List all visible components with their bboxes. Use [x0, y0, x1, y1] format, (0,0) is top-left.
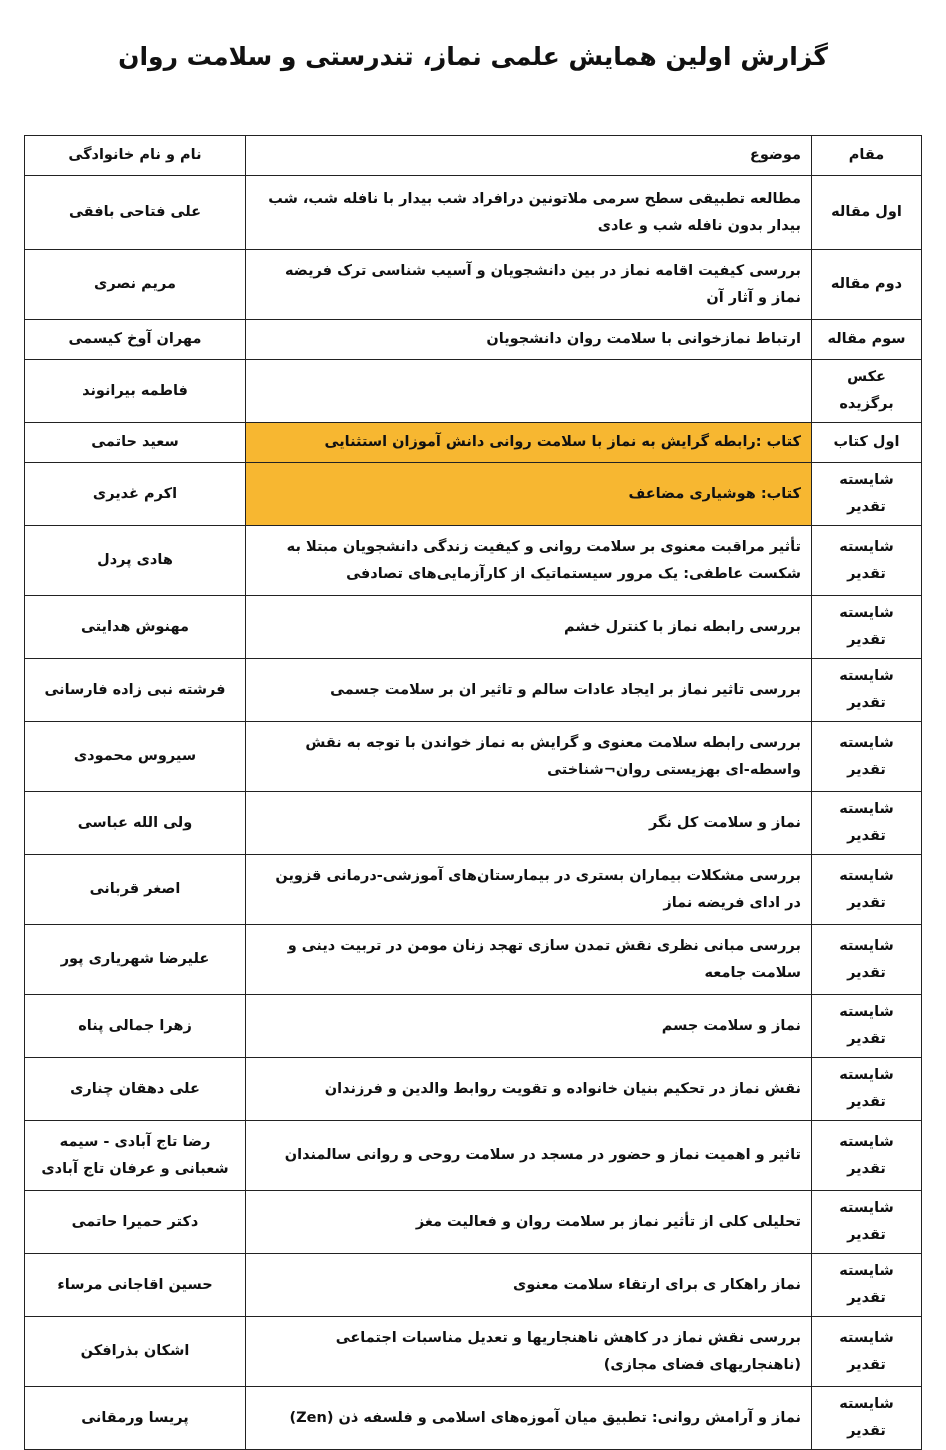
cell-name: اشکان بذرافکن [25, 1317, 246, 1387]
cell-name: ولی الله عباسی [25, 792, 246, 855]
cell-rank: شایسته تقدیر [812, 596, 922, 659]
table-row [25, 526, 922, 596]
header-topic: موضوع [246, 136, 812, 176]
cell-name: دکتر حمیرا حاتمی [25, 1191, 246, 1254]
table-row [25, 423, 922, 463]
table-header-row [25, 136, 922, 176]
header-name: نام و نام خانوادگی [25, 136, 246, 176]
cell-topic: تاثیر و اهمیت نماز و حضور در مسجد در سلامت روحی و روانی سالمندان [246, 1121, 812, 1191]
cell-topic [246, 360, 812, 423]
cell-topic: تحلیلی کلی از تأثیر نماز بر سلامت روان و فعالیت مغز [246, 1191, 812, 1254]
cell-rank: شایسته تقدیر [812, 1191, 922, 1254]
cell-topic: ارتباط نمازخوانی با سلامت روان دانشجویان [246, 320, 812, 360]
cell-rank: شایسته تقدیر [812, 1058, 922, 1121]
cell-rank: شایسته تقدیر [812, 659, 922, 722]
cell-topic: بررسی نقش نماز در کاهش ناهنجاریها و تعدیل مناسبات اجتماعی (ناهنجاریهای فضای مجازی) [246, 1317, 812, 1387]
table-row [25, 596, 922, 659]
cell-name: پریسا ورمقانی [25, 1387, 246, 1450]
table-row [25, 792, 922, 855]
table-row [25, 855, 922, 925]
table-row [25, 1191, 922, 1254]
cell-topic: نقش نماز در تحکیم بنیان خانواده و تقویت روابط والدین و فرزندان [246, 1058, 812, 1121]
cell-rank: شایسته تقدیر [812, 792, 922, 855]
cell-topic: مطالعه تطبیقی سطح سرمی ملاتونین درافراد شب بیدار با نافله شب، شب بیدار بدون نافله شب و عادی [246, 176, 812, 250]
cell-rank: اول مقاله [812, 176, 922, 250]
header-rank: مقام [812, 136, 922, 176]
cell-rank: شایسته تقدیر [812, 1317, 922, 1387]
cell-topic: بررسی مبانی نظری نقش تمدن سازی تهجد زنان مومن در تربیت دینی و سلامت جامعه [246, 925, 812, 995]
cell-topic: بررسی کیفیت اقامه نماز در بین دانشجویان و آسیب شناسی ترک فریضه نماز و آثار آن [246, 250, 812, 320]
cell-name: مهران آوخ کیسمی [25, 320, 246, 360]
cell-topic: نماز راهکار ی برای ارتقاء سلامت معنوی [246, 1254, 812, 1317]
cell-topic: بررسی تاثیر نماز بر ایجاد عادات سالم و تاثیر ان بر سلامت جسمی [246, 659, 812, 722]
table-row [25, 1317, 922, 1387]
cell-rank: شایسته تقدیر [812, 1387, 922, 1450]
table-row [25, 360, 922, 423]
cell-rank: شایسته تقدیر [812, 722, 922, 792]
cell-name: علی دهقان چناری [25, 1058, 246, 1121]
cell-topic: نماز و سلامت کل نگر [246, 792, 812, 855]
cell-rank: شایسته تقدیر [812, 463, 922, 526]
cell-name: علیرضا شهریاری پور [25, 925, 246, 995]
cell-name: سعید حاتمی [25, 423, 246, 463]
table-row [25, 176, 922, 250]
table-row [25, 722, 922, 792]
table-row [25, 995, 922, 1058]
cell-topic: نماز و آرامش روانی: تطبیق میان آموزه‌های اسلامی و فلسفه ذن (Zen) [246, 1387, 812, 1450]
cell-name: فرشته نبی زاده فارسانی [25, 659, 246, 722]
table-row [25, 659, 922, 722]
cell-topic: کتاب :رابطه گرایش به نماز با سلامت روانی دانش آموزان استثنایی [246, 423, 812, 463]
cell-name: مریم نصری [25, 250, 246, 320]
cell-rank: دوم مقاله [812, 250, 922, 320]
cell-name: حسین اقاجانی مرساء [25, 1254, 246, 1317]
cell-topic: بررسی رابطه سلامت معنوی و گرایش به نماز خواندن با توجه به نقش واسطه-ای بهزیستی روان¬شناختی [246, 722, 812, 792]
results-table [24, 135, 922, 1450]
cell-rank: اول کتاب [812, 423, 922, 463]
cell-name: اکرم غدیری [25, 463, 246, 526]
cell-name: علی فتاحی بافقی [25, 176, 246, 250]
cell-topic: بررسی رابطه نماز با کنترل خشم [246, 596, 812, 659]
cell-topic: نماز و سلامت جسم [246, 995, 812, 1058]
cell-name: سیروس محمودی [25, 722, 246, 792]
cell-name: رضا تاج آبادی - سیمه شعبانی و عرفان تاج آبادی [25, 1121, 246, 1191]
cell-rank: شایسته تقدیر [812, 995, 922, 1058]
cell-name: هادی پردل [25, 526, 246, 596]
cell-topic: بررسی مشکلات بیماران بستری در بیمارستان‌های آموزشی-درمانی قزوین در ادای فریضه نماز [246, 855, 812, 925]
table-row [25, 1254, 922, 1317]
table-row [25, 1121, 922, 1191]
cell-name: زهرا جمالی پناه [25, 995, 246, 1058]
cell-name: فاطمه بیرانوند [25, 360, 246, 423]
table-row [25, 1387, 922, 1450]
table-row [25, 925, 922, 995]
cell-rank: عکس برگزیده [812, 360, 922, 423]
cell-topic: کتاب: هوشیاری مضاعف [246, 463, 812, 526]
cell-rank: شایسته تقدیر [812, 526, 922, 596]
cell-rank: سوم مقاله [812, 320, 922, 360]
table-row [25, 250, 922, 320]
cell-rank: شایسته تقدیر [812, 1254, 922, 1317]
page-title: گزارش اولین همایش علمی نماز، تندرستی و سلامت روان [118, 42, 828, 71]
cell-rank: شایسته تقدیر [812, 1121, 922, 1191]
table-row [25, 1058, 922, 1121]
table-row [25, 320, 922, 360]
cell-rank: شایسته تقدیر [812, 925, 922, 995]
cell-name: مهنوش هدایتی [25, 596, 246, 659]
table-row [25, 463, 922, 526]
cell-topic: تأثیر مراقبت معنوی بر سلامت روانی و کیفیت زندگی دانشجویان مبتلا به شکست عاطفی: یک مرور سیستماتیک از کارآزمایی‌های تصادفی [246, 526, 812, 596]
cell-name: اصغر قربانی [25, 855, 246, 925]
cell-rank: شایسته تقدیر [812, 855, 922, 925]
